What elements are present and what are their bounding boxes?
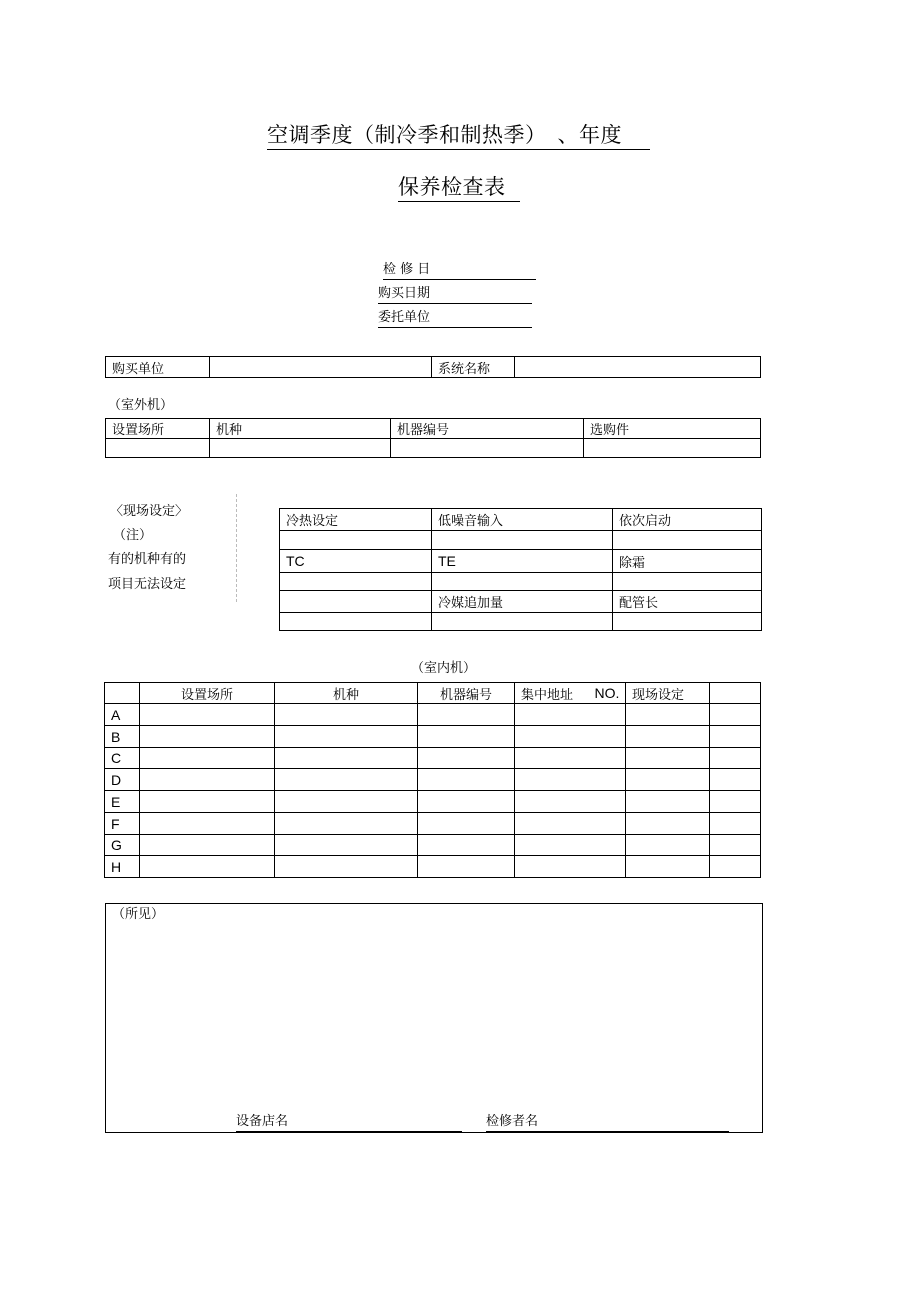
indoor-cell[interactable] — [140, 813, 275, 835]
field-settings-label: 〈现场设定〉 — [110, 504, 189, 519]
indoor-cell[interactable] — [275, 791, 418, 813]
indoor-cell[interactable] — [710, 769, 761, 791]
title-text-1: 空调季度（制冷季和制热季） 、年度 — [267, 123, 622, 147]
outdoor-cell-model[interactable] — [210, 439, 391, 458]
outdoor-table — [105, 418, 761, 458]
setting-defrost: 除霜 — [613, 550, 762, 573]
setting-low-noise: 低噪音输入 — [432, 509, 613, 531]
setting-value-cell[interactable] — [613, 613, 762, 631]
indoor-row-label: D — [105, 769, 140, 791]
outdoor-header-options: 选购件 — [584, 419, 761, 439]
title-text-2: 保养检查表 — [398, 175, 506, 199]
indoor-row-label: C — [105, 748, 140, 769]
indoor-cell[interactable] — [275, 856, 418, 878]
indoor-cell[interactable] — [140, 856, 275, 878]
client-field[interactable] — [378, 309, 532, 328]
indoor-cell[interactable] — [515, 791, 626, 813]
indoor-cell[interactable] — [515, 726, 626, 748]
indoor-row — [105, 748, 761, 769]
indoor-header-extra — [710, 683, 761, 704]
indoor-cell[interactable] — [626, 769, 710, 791]
indoor-cell[interactable] — [140, 748, 275, 769]
indoor-cell[interactable] — [710, 726, 761, 748]
indoor-cell[interactable] — [275, 726, 418, 748]
shop-name-label: 设备店名 — [236, 1114, 289, 1129]
indoor-row — [105, 791, 761, 813]
indoor-cell[interactable] — [515, 835, 626, 856]
indoor-cell[interactable] — [710, 856, 761, 878]
inspector-name-field[interactable] — [486, 1113, 729, 1132]
indoor-cell[interactable] — [275, 748, 418, 769]
setting-cool-heat: 冷热设定 — [280, 509, 432, 531]
indoor-section-label: （室内机） — [411, 661, 477, 676]
note-line-2: 项目无法设定 — [108, 577, 187, 592]
setting-value-cell[interactable] — [613, 531, 762, 550]
indoor-cell[interactable] — [710, 748, 761, 769]
indoor-cell[interactable] — [140, 791, 275, 813]
indoor-cell[interactable] — [418, 835, 515, 856]
indoor-table — [104, 682, 761, 878]
indoor-cell[interactable] — [626, 856, 710, 878]
outdoor-section-label: （室外机） — [108, 398, 174, 413]
indoor-cell[interactable] — [710, 791, 761, 813]
note-label: （注） — [113, 528, 153, 543]
inspector-name-label: 检修者名 — [486, 1114, 539, 1129]
indoor-cell[interactable] — [710, 835, 761, 856]
indoor-row — [105, 835, 761, 856]
indoor-row — [105, 726, 761, 748]
indoor-cell[interactable] — [626, 791, 710, 813]
outdoor-header-serial: 机器编号 — [391, 419, 584, 439]
indoor-cell[interactable] — [140, 769, 275, 791]
indoor-header-central-address: 集中地址 — [515, 683, 595, 704]
indoor-row-label: B — [105, 726, 140, 748]
indoor-cell[interactable] — [275, 813, 418, 835]
indoor-row — [105, 856, 761, 878]
indoor-cell[interactable] — [140, 704, 275, 726]
indoor-cell[interactable] — [515, 769, 626, 791]
indoor-cell[interactable] — [515, 704, 626, 726]
setting-value-cell[interactable] — [613, 573, 762, 591]
purchase-date-label: 购买日期 — [378, 286, 431, 301]
setting-value-cell[interactable] — [432, 573, 613, 591]
setting-value-cell[interactable] — [280, 613, 432, 631]
indoor-cell[interactable] — [515, 748, 626, 769]
indoor-row — [105, 769, 761, 791]
field-settings-table — [279, 508, 762, 631]
indoor-cell[interactable] — [418, 856, 515, 878]
indoor-header-location: 设置场所 — [140, 683, 275, 704]
indoor-cell[interactable] — [626, 813, 710, 835]
purchase-table — [105, 356, 761, 378]
indoor-row — [105, 813, 761, 835]
setting-value-cell[interactable] — [280, 573, 432, 591]
indoor-row-label: H — [105, 856, 140, 878]
indoor-header-index — [105, 683, 140, 704]
indoor-cell[interactable] — [626, 748, 710, 769]
purchase-unit-label: 购买单位 — [106, 357, 210, 378]
observations-label: （所见） — [112, 907, 165, 922]
inspect-date-label: 检 修 日 — [383, 262, 431, 277]
indoor-row-label: F — [105, 813, 140, 835]
indoor-cell[interactable] — [710, 813, 761, 835]
inspect-date-field[interactable] — [383, 261, 536, 280]
indoor-cell[interactable] — [418, 769, 515, 791]
setting-value-cell[interactable] — [432, 531, 613, 550]
indoor-cell[interactable] — [418, 704, 515, 726]
indoor-cell[interactable] — [140, 726, 275, 748]
indoor-cell[interactable] — [418, 813, 515, 835]
outdoor-cell-serial[interactable] — [391, 439, 584, 458]
indoor-cell[interactable] — [275, 704, 418, 726]
indoor-header-serial: 机器编号 — [418, 683, 515, 704]
title-line-2 — [398, 174, 520, 202]
setting-refrigerant-charge: 冷媒追加量 — [432, 591, 613, 613]
indoor-cell[interactable] — [626, 704, 710, 726]
indoor-cell[interactable] — [275, 769, 418, 791]
indoor-row-label: G — [105, 835, 140, 856]
outdoor-header-location: 设置场所 — [106, 419, 210, 439]
setting-sequential-start: 依次启动 — [613, 509, 762, 531]
indoor-row — [105, 704, 761, 726]
setting-tc: TC — [280, 550, 432, 573]
setting-pipe-length: 配管长 — [613, 591, 762, 613]
indoor-cell[interactable] — [626, 726, 710, 748]
indoor-header-model: 机种 — [275, 683, 418, 704]
setting-te: TE — [432, 550, 613, 573]
purchase-date-field[interactable] — [378, 285, 532, 304]
client-label: 委托单位 — [378, 310, 431, 325]
observations-box[interactable] — [105, 903, 763, 1133]
indoor-cell[interactable] — [140, 835, 275, 856]
indoor-row-label: A — [105, 704, 140, 726]
indoor-cell[interactable] — [418, 791, 515, 813]
shop-name-field[interactable] — [236, 1113, 462, 1132]
outdoor-cell-location[interactable] — [106, 439, 210, 458]
divider — [236, 494, 237, 602]
indoor-cell[interactable] — [515, 856, 626, 878]
indoor-cell[interactable] — [710, 704, 761, 726]
outdoor-header-model: 机种 — [210, 419, 391, 439]
indoor-cell[interactable] — [418, 726, 515, 748]
indoor-cell[interactable] — [626, 835, 710, 856]
purchase-unit-value[interactable] — [210, 357, 432, 378]
setting-value-cell[interactable] — [432, 613, 613, 631]
title-line-1 — [267, 122, 650, 150]
setting-blank — [280, 591, 432, 613]
note-line-1: 有的机种有的 — [108, 552, 187, 567]
indoor-header-field-setting: 现场设定 — [626, 683, 710, 704]
indoor-row-label: E — [105, 791, 140, 813]
setting-value-cell[interactable] — [280, 531, 432, 550]
indoor-cell[interactable] — [418, 748, 515, 769]
outdoor-cell-options[interactable] — [584, 439, 761, 458]
system-name-label: 系统名称 — [432, 357, 515, 378]
indoor-cell[interactable] — [275, 835, 418, 856]
indoor-cell[interactable] — [515, 813, 626, 835]
system-name-value[interactable] — [515, 357, 761, 378]
indoor-header-no: NO. — [595, 683, 626, 704]
